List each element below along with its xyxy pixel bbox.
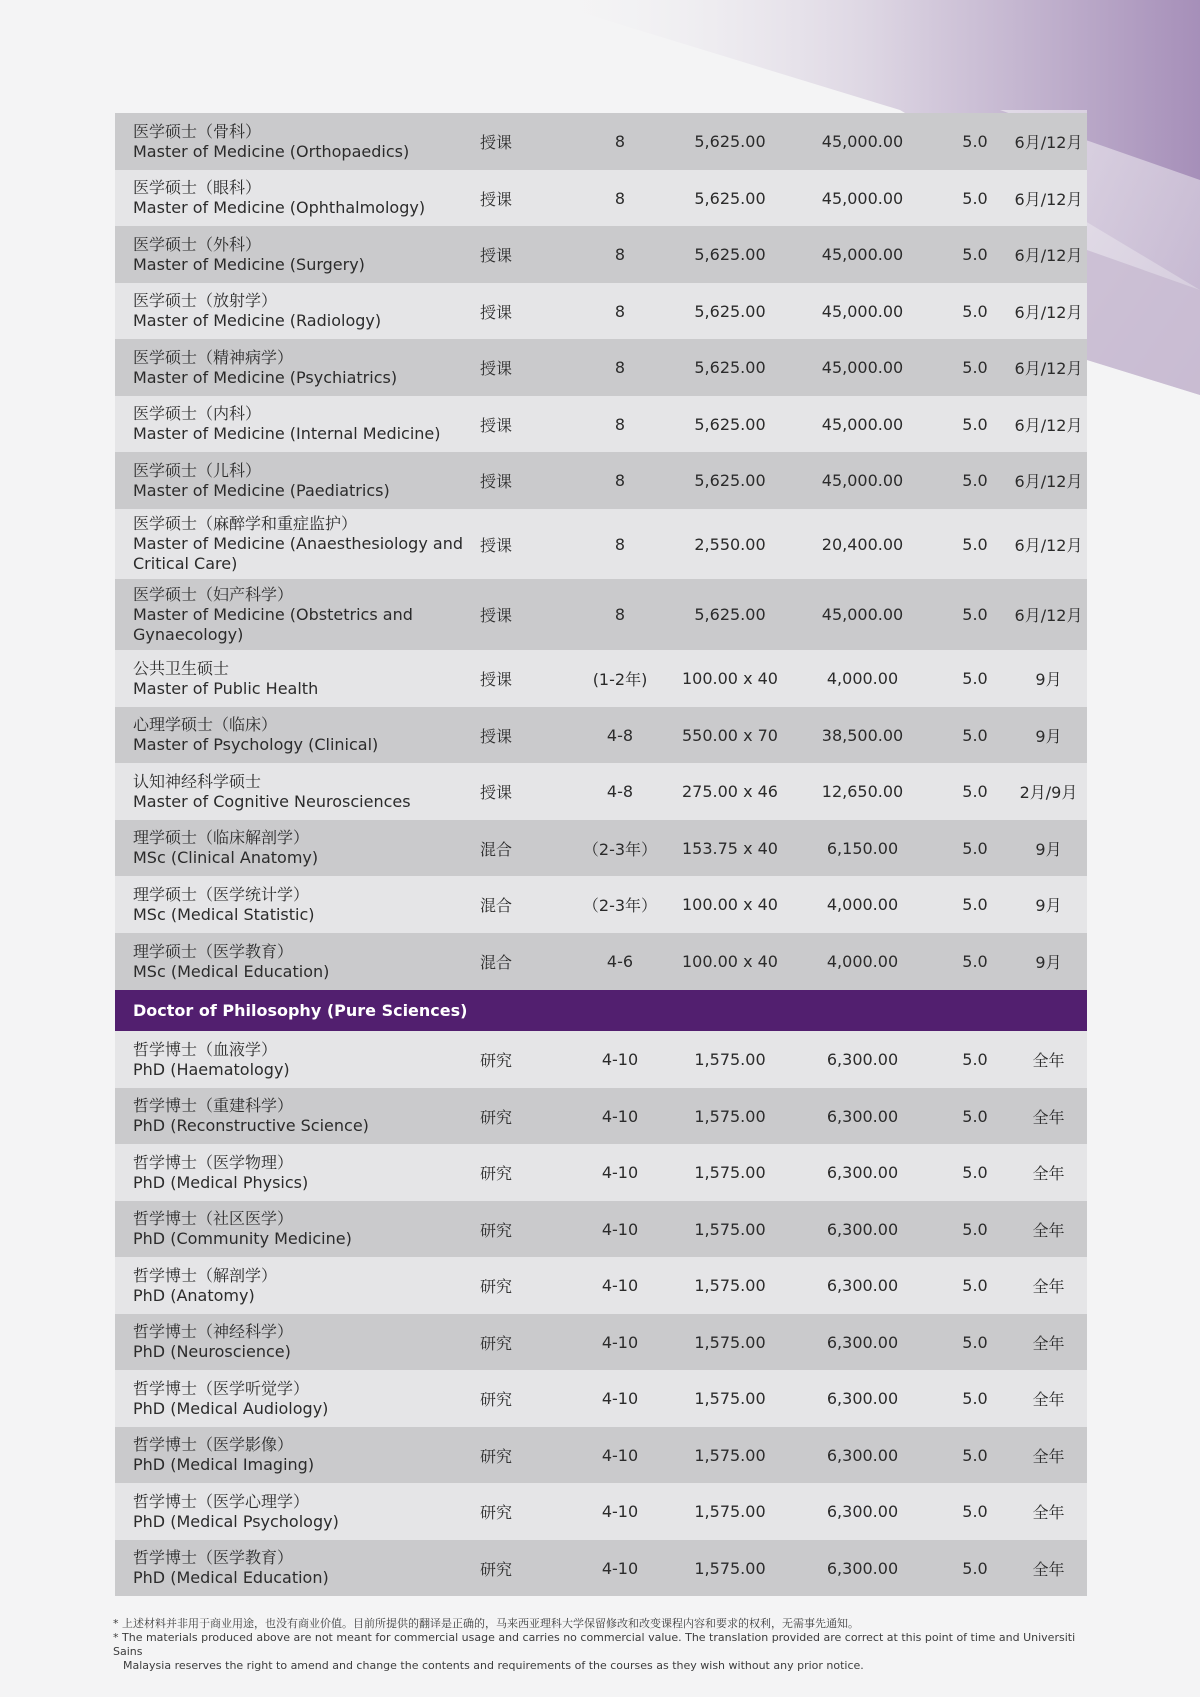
credit-value: 5.0 — [962, 1106, 988, 1126]
study-mode: 授课 — [480, 535, 513, 555]
study-mode: 研究 — [480, 1390, 513, 1409]
total-fee: 45,000.00 — [821, 188, 904, 208]
intake-month: 6月/12月 — [1014, 189, 1083, 209]
program-name-chinese: 哲学博士（医学听觉学） — [133, 1378, 310, 1398]
study-mode: 授课 — [480, 302, 513, 322]
program-name-english: PhD (Medical Audiology) — [133, 1398, 329, 1418]
program-name — [115, 461, 470, 501]
program-name-chinese: 哲学博士（重建科学） — [133, 1096, 294, 1115]
total-fee: 45,000.00 — [821, 471, 904, 490]
table-row — [115, 113, 1087, 170]
table-row — [115, 1427, 1087, 1483]
program-name-chinese: 哲学博士（医学心理学） — [133, 1491, 310, 1511]
fee-per-semester: 2,550.00 — [694, 534, 766, 554]
intake-month: 9月 — [1035, 726, 1062, 746]
program-name-chinese: 医学硕士（骨科） — [133, 121, 262, 141]
fee-per-semester: 100.00 x 40 — [682, 895, 778, 914]
credit-value: 5.0 — [962, 952, 988, 971]
credit-value: 5.0 — [962, 725, 988, 745]
program-name-english: Master of Medicine (Orthopaedics) — [133, 141, 410, 161]
duration: 4-10 — [601, 1163, 639, 1182]
program-name-chinese: 哲学博士（医学影像） — [133, 1435, 294, 1454]
credit-value: 5.0 — [962, 1389, 988, 1408]
intake-month: 6月/12月 — [1014, 472, 1083, 491]
credit-value: 5.0 — [962, 1050, 988, 1069]
total-fee: 6,300.00 — [826, 1106, 899, 1126]
credit-value: 5.0 — [962, 1445, 988, 1465]
study-mode: 混合 — [480, 896, 513, 915]
program-name-chinese: 哲学博士（医学教育） — [133, 1548, 294, 1567]
program-name-english: PhD (Medical Education) — [133, 1568, 329, 1587]
intake-month: 9月 — [1035, 839, 1062, 859]
study-mode: 研究 — [480, 1333, 513, 1353]
study-mode: 授课 — [480, 783, 513, 802]
duration: 4-10 — [601, 1332, 639, 1352]
intake-month: 6月/12月 — [1014, 246, 1083, 265]
total-fee: 6,300.00 — [826, 1502, 899, 1521]
fee-per-semester: 275.00 x 46 — [682, 782, 778, 801]
study-mode: 研究 — [480, 1503, 513, 1522]
program-name — [115, 1209, 470, 1249]
study-mode: 授课 — [480, 133, 513, 152]
program-name-english: Master of Medicine (Obstetrics and Gynaecology) — [133, 604, 413, 644]
intake-month: 6月/12月 — [1014, 535, 1083, 555]
total-fee: 6,300.00 — [826, 1163, 899, 1182]
credit-value: 5.0 — [962, 1558, 988, 1578]
program-name-english: Master of Public Health — [133, 678, 319, 698]
fee-per-semester: 153.75 x 40 — [682, 838, 778, 858]
table-row — [115, 933, 1087, 990]
program-name-english: Master of Cognitive Neurosciences — [133, 791, 411, 811]
fee-per-semester: 1,575.00 — [694, 1445, 766, 1465]
duration: 4-8 — [606, 725, 634, 745]
table-row — [115, 650, 1087, 707]
program-name — [115, 514, 470, 574]
credit-value: 5.0 — [962, 782, 988, 801]
fee-per-semester: 5,625.00 — [694, 414, 766, 434]
table-row — [115, 170, 1087, 226]
study-mode: 研究 — [480, 1220, 513, 1240]
study-mode: 研究 — [480, 1164, 513, 1183]
program-name — [115, 1153, 470, 1193]
fee-per-semester: 1,575.00 — [694, 1276, 766, 1295]
study-mode: 混合 — [480, 953, 513, 972]
program-name-english: PhD (Medical Physics) — [133, 1172, 309, 1192]
study-mode: 研究 — [480, 1559, 513, 1579]
program-name-chinese: 医学硕士（妇产科学） — [133, 584, 294, 604]
intake-month: 6月/12月 — [1014, 302, 1083, 322]
credit-value: 5.0 — [962, 1502, 988, 1521]
fee-per-semester: 1,575.00 — [694, 1106, 766, 1126]
program-name-chinese: 医学硕士（放射学） — [133, 291, 278, 310]
intake-month: 6月/12月 — [1014, 133, 1083, 152]
duration: 4-10 — [601, 1502, 639, 1521]
fee-per-semester: 1,575.00 — [694, 1050, 766, 1069]
program-name — [115, 1096, 470, 1136]
total-fee: 4,000.00 — [826, 895, 899, 914]
program-name-chinese: 理学硕士（临床解剖学） — [133, 828, 310, 847]
duration: 4-10 — [601, 1276, 639, 1295]
duration: 4-10 — [601, 1389, 639, 1408]
program-name — [115, 1435, 470, 1475]
duration: 4-10 — [601, 1558, 639, 1578]
total-fee: 45,000.00 — [821, 132, 904, 151]
program-name-english: Master of Medicine (Surgery) — [133, 254, 365, 274]
program-name — [115, 1492, 470, 1532]
table-row — [115, 707, 1087, 763]
program-name — [115, 885, 470, 925]
program-name-english: PhD (Neuroscience) — [133, 1342, 291, 1361]
table-row — [115, 1088, 1087, 1144]
fee-per-semester: 1,575.00 — [694, 1219, 766, 1239]
section-title: Doctor of Philosophy (Pure Sciences) — [133, 1001, 468, 1020]
intake-month: 6月/12月 — [1014, 606, 1083, 625]
intake-month: 全年 — [1032, 1503, 1065, 1522]
table-row — [115, 396, 1087, 452]
duration: (1-2年) — [592, 670, 648, 689]
table-row — [115, 1370, 1087, 1427]
intake-month: 全年 — [1032, 1164, 1065, 1183]
program-name — [115, 235, 470, 275]
footnotes — [113, 1617, 1103, 1673]
fee-per-semester: 1,575.00 — [694, 1389, 766, 1408]
study-mode: 授课 — [480, 472, 513, 491]
duration: 4-6 — [606, 952, 634, 971]
duration: 8 — [614, 471, 626, 490]
program-name — [115, 1040, 470, 1080]
study-mode: 研究 — [480, 1051, 513, 1070]
program-name — [115, 1548, 470, 1588]
table-row — [115, 1540, 1087, 1596]
table-row — [115, 339, 1087, 396]
table-row — [115, 1031, 1087, 1088]
table-row — [115, 1144, 1087, 1201]
credit-value: 5.0 — [962, 1219, 988, 1239]
fee-per-semester: 5,625.00 — [694, 605, 766, 624]
credit-value: 5.0 — [962, 1332, 988, 1352]
total-fee: 6,300.00 — [826, 1445, 899, 1465]
duration: 8 — [614, 132, 626, 151]
program-name-chinese: 医学硕士（外科） — [133, 234, 262, 254]
table-row — [115, 1257, 1087, 1314]
intake-month: 2月/9月 — [1019, 783, 1078, 802]
duration: 8 — [614, 534, 626, 554]
study-mode: 授课 — [480, 359, 513, 378]
table-row — [115, 226, 1087, 283]
total-fee: 45,000.00 — [821, 605, 904, 624]
study-mode: 混合 — [480, 839, 513, 859]
table-row — [115, 579, 1087, 650]
study-mode: 授课 — [480, 246, 513, 265]
footnote-english — [113, 1631, 1103, 1673]
program-name — [115, 348, 470, 388]
total-fee: 6,300.00 — [826, 1332, 899, 1352]
fee-per-semester: 5,625.00 — [694, 132, 766, 151]
total-fee: 12,650.00 — [821, 782, 904, 801]
credit-value: 5.0 — [962, 414, 988, 434]
program-name-english: Master of Medicine (Ophthalmology) — [133, 198, 426, 217]
intake-month: 全年 — [1032, 1107, 1065, 1127]
duration: 4-10 — [601, 1445, 639, 1465]
credit-value: 5.0 — [962, 534, 988, 554]
table-row — [115, 876, 1087, 933]
program-name-english: MSc (Medical Education) — [133, 961, 330, 981]
program-name — [115, 178, 470, 218]
program-name-english: MSc (Medical Statistic) — [133, 904, 315, 924]
section-header-phd — [115, 990, 1087, 1031]
program-name-chinese: 公共卫生硕士 — [133, 658, 230, 678]
credit-value: 5.0 — [962, 669, 988, 688]
program-name-english: Master of Medicine (Anaesthesiology and Critical Care) — [133, 534, 463, 573]
program-name-english: Master of Medicine (Paediatrics) — [133, 480, 390, 500]
total-fee: 6,300.00 — [826, 1276, 899, 1295]
duration: 8 — [614, 188, 626, 208]
fee-per-semester: 5,625.00 — [694, 188, 766, 208]
total-fee: 4,000.00 — [826, 952, 899, 971]
program-name-english: Master of Medicine (Internal Medicine) — [133, 424, 441, 443]
intake-month: 全年 — [1032, 1333, 1065, 1353]
total-fee: 45,000.00 — [821, 358, 904, 377]
fee-per-semester: 1,575.00 — [694, 1502, 766, 1521]
table-row — [115, 1201, 1087, 1257]
credit-value: 5.0 — [962, 1163, 988, 1182]
program-name-english: Master of Psychology (Clinical) — [133, 735, 379, 754]
fee-per-semester: 5,625.00 — [694, 245, 766, 264]
credit-value: 5.0 — [962, 605, 988, 624]
table-row — [115, 1483, 1087, 1540]
program-name — [115, 942, 470, 982]
intake-month: 全年 — [1032, 1220, 1065, 1240]
program-fee-table — [115, 113, 1087, 1596]
intake-month: 全年 — [1032, 1051, 1065, 1070]
table-row — [115, 763, 1087, 820]
intake-month: 全年 — [1032, 1559, 1065, 1579]
fee-per-semester: 1,575.00 — [694, 1163, 766, 1182]
program-name-english: PhD (Community Medicine) — [133, 1229, 352, 1248]
table-row — [115, 509, 1087, 579]
program-name-english: PhD (Reconstructive Science) — [133, 1116, 369, 1135]
total-fee: 6,150.00 — [826, 838, 899, 858]
fee-per-semester: 1,575.00 — [694, 1332, 766, 1352]
credit-value: 5.0 — [962, 471, 988, 490]
total-fee: 4,000.00 — [826, 669, 899, 688]
total-fee: 45,000.00 — [821, 414, 904, 434]
program-name-english: MSc (Clinical Anatomy) — [133, 848, 319, 867]
program-name — [115, 585, 470, 645]
total-fee: 6,300.00 — [826, 1219, 899, 1239]
intake-month: 9月 — [1035, 670, 1062, 689]
program-name — [115, 1379, 470, 1419]
program-name-english: Master of Medicine (Psychiatrics) — [133, 367, 398, 387]
intake-month: 9月 — [1035, 953, 1062, 972]
program-name-chinese: 医学硕士（儿科） — [133, 460, 262, 480]
fee-per-semester: 550.00 x 70 — [682, 725, 778, 745]
program-name — [115, 828, 470, 868]
program-name-chinese: 哲学博士（社区医学） — [133, 1209, 294, 1228]
fee-per-semester: 5,625.00 — [694, 301, 766, 321]
intake-month: 全年 — [1032, 1446, 1065, 1466]
program-name-chinese: 医学硕士（眼科） — [133, 178, 262, 197]
study-mode: 授课 — [480, 415, 513, 435]
credit-value: 5.0 — [962, 245, 988, 264]
fee-per-semester: 100.00 x 40 — [682, 952, 778, 971]
fee-per-semester: 5,625.00 — [694, 358, 766, 377]
program-name — [115, 772, 470, 812]
program-name-chinese: 哲学博士（神经科学） — [133, 1322, 294, 1341]
total-fee: 6,300.00 — [826, 1558, 899, 1578]
program-name — [115, 404, 470, 444]
fee-per-semester: 5,625.00 — [694, 471, 766, 490]
intake-month: 全年 — [1032, 1390, 1065, 1409]
intake-month: 9月 — [1035, 896, 1062, 915]
program-name-english: PhD (Medical Psychology) — [133, 1511, 339, 1531]
duration: 4-10 — [601, 1050, 639, 1069]
program-name-english: Master of Medicine (Radiology) — [133, 311, 382, 330]
table-row — [115, 283, 1087, 339]
duration: 8 — [614, 414, 626, 434]
duration: 8 — [614, 605, 626, 624]
program-name-english: PhD (Anatomy) — [133, 1285, 255, 1305]
footnote-english-line2: Malaysia reserves the right to amend and change the contents and requirements of the courses as they wish without any prior notice. — [123, 1659, 864, 1672]
total-fee: 6,300.00 — [826, 1389, 899, 1408]
study-mode: 授课 — [480, 606, 513, 625]
duration: 4-8 — [606, 782, 634, 801]
credit-value: 5.0 — [962, 132, 988, 151]
total-fee: 45,000.00 — [821, 301, 904, 321]
total-fee: 6,300.00 — [826, 1050, 899, 1069]
credit-value: 5.0 — [962, 358, 988, 377]
duration: 4-10 — [601, 1106, 639, 1126]
duration: 8 — [614, 358, 626, 377]
total-fee: 45,000.00 — [821, 245, 904, 264]
program-name — [115, 1266, 470, 1306]
program-name-chinese: 医学硕士（精神病学） — [133, 347, 294, 367]
program-name — [115, 659, 470, 699]
duration: 8 — [614, 245, 626, 264]
credit-value: 5.0 — [962, 895, 988, 914]
program-name — [115, 291, 470, 331]
program-name — [115, 122, 470, 162]
study-mode: 授课 — [480, 189, 513, 209]
program-name-chinese: 医学硕士（内科） — [133, 404, 262, 423]
credit-value: 5.0 — [962, 838, 988, 858]
program-name-chinese: 心理学硕士（临床） — [133, 715, 278, 734]
intake-month: 全年 — [1032, 1277, 1065, 1296]
total-fee: 38,500.00 — [821, 725, 904, 745]
table-row — [115, 1314, 1087, 1370]
program-name-chinese: 哲学博士（医学物理） — [133, 1152, 294, 1172]
program-name-chinese: 认知神经科学硕士 — [133, 771, 262, 791]
study-mode: 授课 — [480, 726, 513, 746]
program-name — [115, 715, 470, 755]
intake-month: 6月/12月 — [1014, 359, 1083, 378]
program-name-chinese: 哲学博士（血液学） — [133, 1039, 278, 1059]
duration: （2-3年） — [582, 896, 658, 915]
intake-month: 6月/12月 — [1014, 415, 1083, 435]
program-name-english: PhD (Medical Imaging) — [133, 1455, 315, 1474]
duration: （2-3年） — [582, 839, 658, 859]
fee-per-semester: 1,575.00 — [694, 1558, 766, 1578]
program-name-chinese: 医学硕士（麻醉学和重症监护） — [133, 514, 358, 533]
duration: 8 — [614, 301, 626, 321]
fee-per-semester: 100.00 x 40 — [682, 669, 778, 688]
credit-value: 5.0 — [962, 301, 988, 321]
program-name-chinese: 理学硕士（医学教育） — [133, 941, 294, 961]
total-fee: 20,400.00 — [821, 534, 904, 554]
duration: 4-10 — [601, 1219, 639, 1239]
credit-value: 5.0 — [962, 188, 988, 208]
credit-value: 5.0 — [962, 1276, 988, 1295]
table-row — [115, 452, 1087, 509]
table-row — [115, 820, 1087, 876]
study-mode: 研究 — [480, 1107, 513, 1127]
program-name — [115, 1322, 470, 1362]
footnote-english-line1: * The materials produced above are not meant for commercial usage and carries no commercial value. The translation provided are correct at this point of time and Universiti Sains — [113, 1631, 1076, 1658]
program-name-chinese: 哲学博士（解剖学） — [133, 1265, 278, 1285]
study-mode: 研究 — [480, 1277, 513, 1296]
footnote-chinese: * 上述材料并非用于商业用途，也没有商业价值。目前所提供的翻译是正确的，马来西亚理科大学保留修改和改变课程内容和要求的权利，无需事先通知。 — [113, 1617, 859, 1630]
study-mode: 授课 — [480, 670, 513, 689]
program-name-english: PhD (Haematology) — [133, 1059, 290, 1079]
program-name-chinese: 理学硕士（医学统计学） — [133, 884, 310, 904]
study-mode: 研究 — [480, 1446, 513, 1466]
